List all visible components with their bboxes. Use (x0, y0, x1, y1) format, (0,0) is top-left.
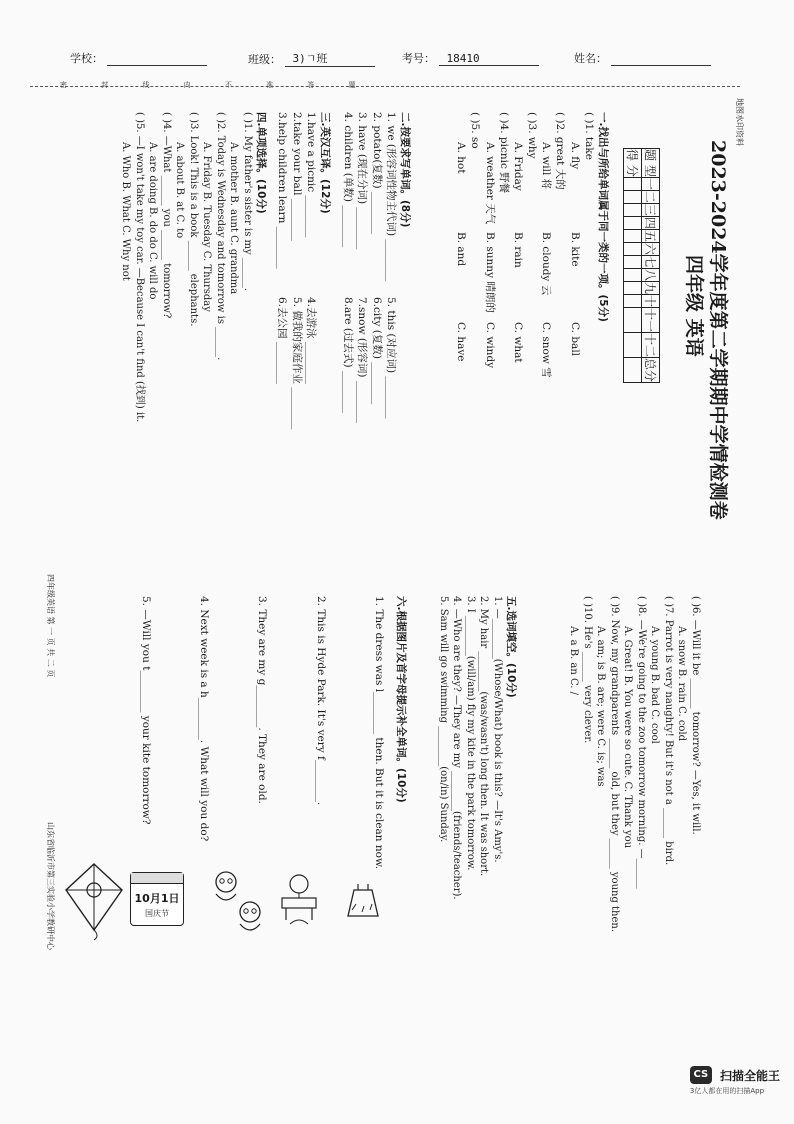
exam-no-value: 18410 (446, 52, 480, 65)
score-cell[interactable] (624, 358, 642, 383)
exam-no-label: 考号： (402, 52, 435, 65)
camscanner-logo-icon: CS (690, 1066, 712, 1084)
class-value: 3)ㄱ班 (292, 52, 328, 65)
score-cell[interactable] (624, 177, 642, 190)
score-cell: 十一 (642, 307, 660, 332)
scanner-brand: 扫描全能王 (719, 1068, 780, 1083)
section-1-heading: 一.找出与所给单词属于同一类的一项。(5分) (597, 112, 609, 322)
class-line (285, 50, 375, 67)
score-cell: 得 分 (624, 149, 642, 178)
calendar-holiday: 国庆节 (145, 909, 169, 918)
exam-subtitle: 四年级 英语 (683, 255, 705, 357)
score-cell[interactable] (624, 203, 642, 216)
score-table-row-types (642, 149, 660, 383)
kite-picture-icon (60, 860, 128, 942)
score-cell: 六 (642, 242, 660, 255)
exam-title: 2023-2024学年度第二学期期中学情检测卷 (707, 140, 729, 520)
left-footer: 山东省临沂市第三实验小学教研中心 (46, 822, 55, 950)
school-line (107, 65, 207, 66)
school-label: 学校： (70, 52, 103, 65)
section-3: 三.英汉互译。(12分) 1.have a picnic ________4.去游泳 ________ 2.take your ball ________5. 做我的家庭作业 ________ 3.help children learn ________6.去公园 ________ (276, 112, 331, 430)
score-cell[interactable] (624, 333, 642, 358)
s1-item: ( )5. so (469, 112, 482, 149)
section-5: 五.选词填空。(10分) 1. —________(Whose/What) book is this? —It's Amy's. 2. My hair ________(was/wasn't) long then. It was short. 3. I ________(will/am) fly my kite in the park tomorrow. 4. —Who are they? —They are my ________(friends/teacher). 5. Sam will go swimming ________(on/in) Sunday. (437, 596, 517, 900)
section-2-heading: 二.按要求写单词。(8分) (399, 112, 411, 228)
section-1 (454, 112, 610, 378)
school-field (70, 50, 207, 66)
score-cell[interactable] (624, 255, 642, 268)
calendar-date: 10月1日 (134, 892, 180, 905)
s1-options: A. weather 天气B. sunny 晴朗的C. windy (483, 142, 496, 369)
dress-picture-icon (340, 880, 386, 920)
score-cell: 四 (642, 216, 660, 229)
exam-no-field (402, 50, 539, 66)
name-label: 姓名： (574, 52, 607, 65)
score-cell[interactable] (624, 216, 642, 229)
score-table-wrap (623, 148, 660, 383)
section-6-heading: 六.根据图片及首字母提示补全单词。(10分) (395, 596, 407, 803)
section-4: 四.单项选择。(10分) ( )1. My father's sister is my ______. A. mother B. aunt C. grandma ( )2. Today is Wednesday and tomorrow is ______. A. Friday B. Tuesday C. Thursday ( )3. Look! This is a book ______ elephants. A. about B. at C. to ( )4. —What ______ you ______ tomorrow? A. are doing B. do do C. will do ( )5. —I won't take my toy car. —Because I can't find (找到) it. A. Who B. What C. Why not (120, 112, 267, 423)
s1-item: ( )3. why (526, 112, 539, 159)
score-cell: 总分 (642, 358, 660, 383)
section-4-continued: ( )6. —Will it be ______ tomorrow? —Yes, it will. A. snow B. rain C. cold ( )7. Parrot is very naughty! But it's not a ______ bird. A. young B. bad C. cool ( )8. —We're going to the zoo tomorrow morning. —______ A. Great! B. You were so cute. C. Thank you ( )9. Now, my grandparents ______ old, but they ______ young then. A. am; is B. are; were C. is; was ( )10. He's ______ very clever. A. a B. an C. / (568, 596, 701, 933)
s1-item: ( )4. picnic 野餐 (497, 112, 510, 194)
scanner-tagline: 3亿人都在用的扫描App (689, 1087, 765, 1095)
score-cell[interactable] (624, 281, 642, 294)
section-6: 六.根据图片及首字母提示补全单词。(10分) 1. The dress was l________ then. But it is clean now. 2. This is Hyde Park. It's very f________. 3. They are my g________. They are old. 4. Next week is a h________. What will you do? 5. —Will you t________ your kite tomorrow? (140, 596, 407, 870)
score-cell: 十二 (642, 333, 660, 358)
score-cell: 五 (642, 229, 660, 242)
title-block (704, 140, 730, 520)
score-cell[interactable] (624, 268, 642, 281)
score-cell[interactable] (624, 294, 642, 307)
page-footer: 四年级英语 第 一 页 共 二 页 (46, 574, 55, 678)
score-cell: 一 (642, 177, 660, 190)
calendar-picture (130, 872, 184, 926)
margin-note: 地图水印资料 (735, 98, 744, 146)
section-2: 二.按要求写单词。(8分) 1. we (形容词性物主代词) ________5. this (对应词) ________ 2. potato(复数) ________6.city (复数) ________ 3. have (现在分词) ________7.snow (形容词) ________ 4. children (单数) ________8.are (过去式) ________ (342, 112, 411, 423)
score-cell: 八 (642, 268, 660, 281)
park-picture-icon (276, 870, 322, 932)
seal-line-text: 密 封 线 内 不 准 答 题 (60, 81, 372, 89)
s1-options: A. flyB. kiteC. ball (568, 142, 581, 357)
exam-no-line (439, 52, 539, 66)
score-cell[interactable] (624, 190, 642, 203)
score-cell: 题 型 (642, 149, 660, 178)
s1-options: A. FridayB. rainC. what (511, 142, 524, 363)
s1-item: ( )1. take (582, 112, 595, 160)
score-cell: 七 (642, 255, 660, 268)
s1-options: A. hotB. andC. have (455, 142, 468, 362)
score-cell[interactable] (624, 307, 642, 332)
score-cell: 十 (642, 294, 660, 307)
name-field (574, 50, 711, 66)
score-cell[interactable] (624, 242, 642, 255)
subtitle-block (680, 255, 706, 357)
section-3-heading: 三.英汉互译。(12分) (319, 112, 331, 214)
scanner-watermark (690, 1065, 780, 1097)
score-cell[interactable] (624, 229, 642, 242)
class-field (248, 50, 375, 67)
class-label: 班级： (248, 53, 281, 66)
grandparents-picture-icon (206, 866, 270, 938)
section-5-heading: 五.选词填空。(10分) (505, 596, 517, 698)
score-cell: 二 (642, 190, 660, 203)
name-line (611, 65, 711, 66)
score-cell: 九 (642, 281, 660, 294)
s1-item: ( )2. great 大的 (554, 112, 567, 190)
score-table (623, 148, 660, 383)
score-cell: 三 (642, 203, 660, 216)
section-4-heading: 四.单项选择。(10分) (255, 112, 267, 214)
score-table-row-scores (624, 149, 642, 383)
s1-options: A. will 将B. cloudy 云C. snow 雪 (540, 142, 553, 378)
